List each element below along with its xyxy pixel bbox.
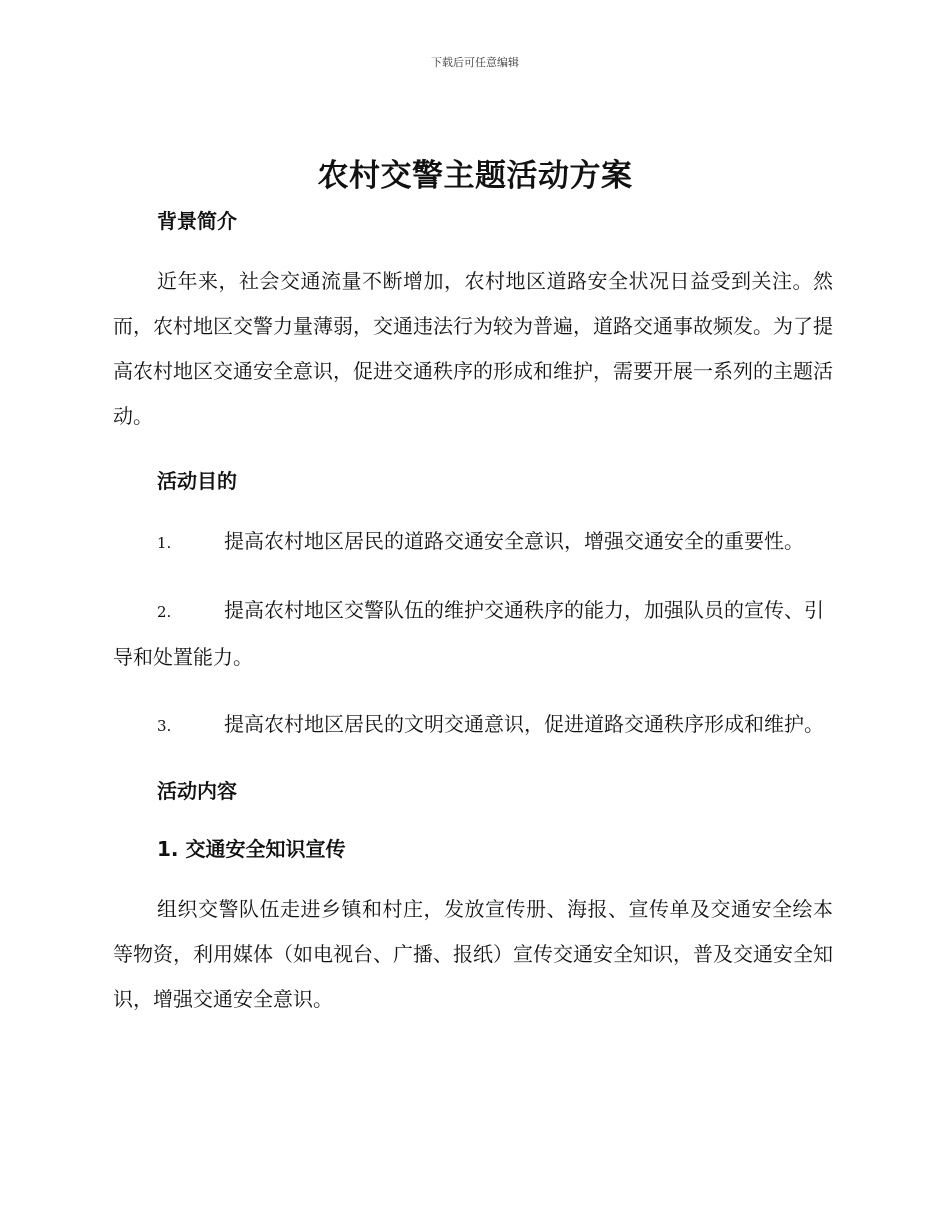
purpose-item-text: 提高农村地区交警队伍的维护交通秩序的能力，加强队员的宣传、引导和处置能力。 [113, 598, 824, 669]
background-paragraph: 近年来，社会交通流量不断增加，农村地区道路安全状况日益受到关注。然而，农村地区交警力量薄弱，交通违法行为较为普遍，道路交通事故频发。为了提高农村地区交通安全意识，促进交通秩序的形成和维护，需要开展一系列的主题活动。 [113, 269, 833, 428]
document-title: 农村交警主题活动方案 [317, 158, 633, 194]
section-heading-content: 活动内容 [157, 779, 237, 803]
section-heading-purpose: 活动目的 [157, 469, 237, 493]
purpose-item-3 [113, 702, 833, 749]
content-paragraph: 组织交警队伍走进乡镇和村庄，发放宣传册、海报、宣传单及交通安全绘本等物资，利用媒体（如电视台、广播、报纸）宣传交通安全知识，普及交通安全知识，增强交通安全意识。 [113, 897, 833, 1011]
header-note: 下载后可任意编辑 [431, 56, 519, 69]
purpose-item-2 [113, 588, 833, 680]
purpose-item-text: 提高农村地区居民的文明交通意识，促进道路交通秩序形成和维护。 [224, 712, 824, 736]
section-heading-background: 背景简介 [157, 209, 237, 233]
purpose-item-text: 提高农村地区居民的道路交通安全意识，增强交通安全的重要性。 [224, 529, 804, 553]
list-number: 2. [157, 603, 172, 621]
section-subheading-knowledge: 1. 交通安全知识宣传 [157, 837, 346, 861]
purpose-item-1 [113, 519, 833, 566]
document-body [113, 205, 833, 1022]
list-number: 1. [157, 534, 172, 552]
list-number: 3. [157, 717, 172, 735]
